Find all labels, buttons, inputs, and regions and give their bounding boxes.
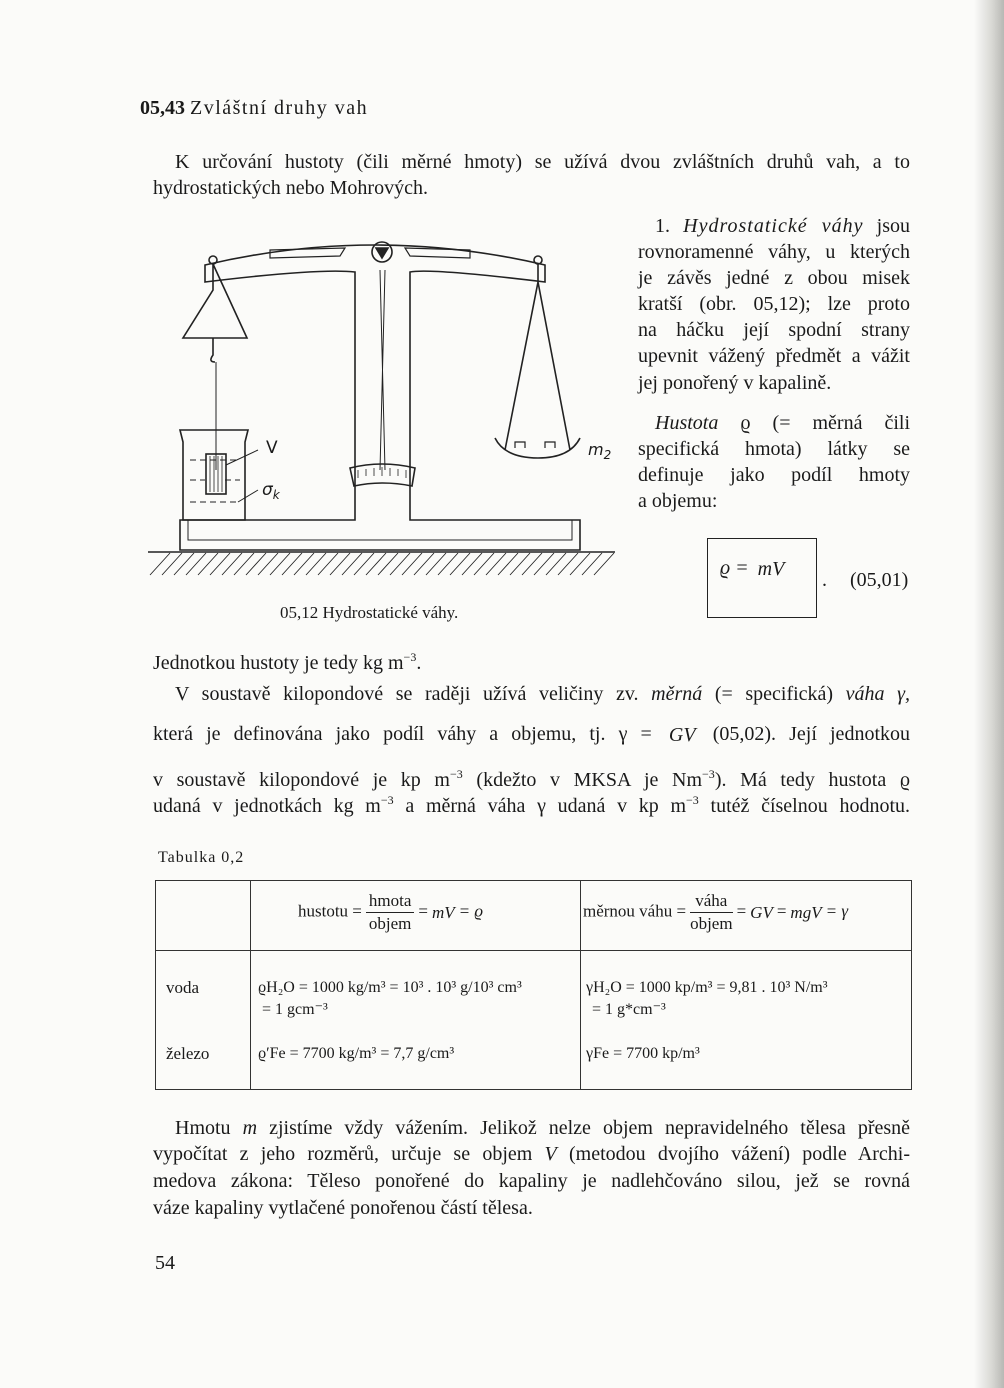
t: m — [432, 902, 445, 922]
hook — [211, 338, 215, 362]
table-cell: γH₂O = 1000 kp/m³ = 9,81 . 10³ N/m³ — [586, 979, 828, 996]
t: −3 — [450, 767, 463, 781]
para2-line-4 — [153, 794, 910, 818]
item-line — [655, 214, 910, 238]
page-spine-shadow — [974, 0, 1004, 1388]
table-cell: ϱ′Fe = 7700 kg/m³ = 7,7 g/cm³ — [258, 1045, 455, 1062]
right-line-1: rovnoramenné váhy, u kterých — [638, 241, 910, 263]
table-divider — [250, 880, 251, 1090]
t: (kdežto v MKSA je Nm — [476, 769, 703, 791]
label-m: m — [588, 440, 604, 459]
table-divider — [155, 950, 912, 951]
ground-hatching — [150, 553, 614, 575]
right-line-6: jej ponořený v kapalině. — [638, 372, 832, 394]
para-unit-exp: −3 — [403, 650, 417, 664]
right-line-5: upevnit vážený předmět a vážit — [638, 345, 910, 367]
table-header-density — [298, 890, 483, 935]
left-pan — [183, 264, 247, 338]
t: objem — [368, 914, 412, 933]
t: (metodou dvojího vážení) podle Archi- — [569, 1143, 911, 1165]
t: G — [668, 724, 684, 747]
right-line-3: kratší (obr. 05,12); lze proto — [638, 293, 910, 315]
t: váha — [845, 683, 885, 705]
t: V soustavě kilopondové se raději užívá veličiny zv. — [175, 683, 639, 705]
definition-term: Hustota — [655, 412, 719, 434]
equation-denominator: V — [772, 558, 785, 581]
t: V — [762, 902, 773, 922]
equation-dot: . — [822, 569, 827, 591]
para3-line-1 — [175, 1116, 910, 1140]
t: tutéž číselnou hodnotu. — [710, 795, 910, 817]
label-m2 — [588, 438, 611, 462]
t: G — [750, 902, 763, 922]
right-pan — [495, 438, 580, 458]
t: = γ — [825, 901, 849, 921]
table-cell: γFe = 7700 kp/m³ — [586, 1045, 700, 1062]
t: V — [444, 902, 455, 922]
t: γ, — [897, 683, 911, 705]
t: mg — [790, 902, 812, 922]
def-line-1: specifická hmota) látky se — [638, 438, 910, 460]
t: = — [736, 901, 747, 921]
table-cell: = 1 gcm⁻³ — [262, 1001, 328, 1018]
label-sigma: σ — [262, 480, 273, 500]
section-number: 05,43 — [140, 97, 185, 119]
table-caption: Tabulka 0,2 — [158, 849, 245, 866]
page-number: 54 — [155, 1252, 175, 1274]
t: v soustavě kilopondové je kp m — [153, 769, 450, 791]
figure-caption: 05,12 Hydrostatické váhy. — [280, 603, 459, 622]
t: −3 — [380, 793, 394, 807]
right-line-4: na háčku její spodní strany — [638, 319, 910, 341]
table-row-name: voda — [166, 978, 200, 997]
table-cell: ϱH₂O = 1000 kg/m³ = 10³ . 10³ g/10³ cm³ — [258, 979, 522, 996]
item-number: 1. — [655, 215, 670, 237]
label-sigma-sub: k — [272, 488, 280, 502]
t: = — [776, 901, 787, 921]
t: V — [544, 1143, 557, 1165]
equation-label: (05,01) — [850, 569, 909, 591]
t: která je definována jako podíl váhy a objemu, tj. γ = — [153, 723, 652, 745]
label-v: V — [266, 438, 278, 458]
definition-first: ϱ (= měrná čili — [740, 412, 911, 434]
t: zjistíme vždy vážením. Jelikož nelze objem nepravidelného tělesa přesně — [269, 1117, 911, 1139]
def-line-2: definuje jako podíl hmoty — [638, 464, 910, 486]
t: udaná v jednotkách kg m — [153, 795, 381, 817]
section-title: Zvláštní druhy vah — [190, 97, 369, 119]
pointer-scale — [350, 464, 415, 486]
t: = — [418, 901, 428, 921]
t: (= specifická) — [714, 683, 834, 705]
label-sigma-k — [262, 478, 280, 502]
intro-line-2: hydrostatických nebo Mohrových. — [153, 177, 428, 199]
table-row-name: železo — [166, 1044, 210, 1063]
def-line-3: a objemu: — [638, 490, 718, 512]
t: váha — [690, 890, 733, 913]
item-rest: jsou — [876, 215, 911, 237]
equation-numerator: m — [757, 558, 773, 581]
equation-lhs: ϱ = — [720, 557, 749, 579]
definition-line — [655, 411, 910, 435]
table-divider — [580, 880, 581, 1090]
section-heading — [140, 96, 368, 120]
hydrostatic-balance-figure — [140, 220, 630, 590]
t: −3 — [686, 793, 699, 807]
para2-line-2 — [153, 722, 910, 746]
t: ). Má tedy hustota ϱ — [714, 769, 911, 791]
para-unit-text: Jednotkou hustoty je tedy kg m — [153, 652, 404, 674]
item-term: Hydrostatické váhy — [683, 215, 864, 237]
table-header-specific-weight — [583, 890, 848, 935]
para3-line-3: medova zákona: Těleso ponořené do kapaliny je nadlehčováno silou, jež se rovná — [153, 1170, 910, 1192]
t: měrnou váhu = — [583, 901, 687, 921]
para3-line-2 — [153, 1142, 910, 1166]
intro-line-1: K určování hustoty (čili měrné hmoty) se užívá dvou zvláštních druhů vah, a to — [175, 151, 910, 173]
t: V — [811, 902, 822, 922]
balance-beam-and-base — [180, 245, 580, 550]
label-m-sub: 2 — [603, 448, 612, 462]
table-cell: = 1 g*cm⁻³ — [592, 1001, 666, 1018]
t: (05,02). Její jednotkou — [712, 723, 910, 745]
para2-line-3 — [153, 768, 910, 792]
para-unit-end: . — [416, 652, 422, 674]
equation-05-01 — [720, 556, 788, 580]
t: −3 — [702, 767, 715, 781]
t: měrná — [651, 683, 703, 705]
right-line-2: je závěs jedné z obou misek — [638, 267, 910, 289]
t: V — [683, 724, 696, 747]
t: m — [242, 1117, 258, 1139]
t: hmota — [366, 890, 415, 913]
para3-line-4: váze kapaliny vytlačené ponořenou částí tělesa. — [153, 1197, 533, 1219]
t: vypočítat z jeho rozměrů, určuje se objem — [153, 1143, 533, 1165]
t: a měrná váha γ udaná v kp m — [405, 795, 687, 817]
t: Hmotu — [175, 1117, 231, 1139]
t: hustotu = — [298, 901, 362, 921]
right-pan-strings — [505, 264, 570, 450]
para-unit — [153, 651, 421, 675]
t: objem — [690, 914, 733, 933]
t: = ϱ — [458, 901, 484, 921]
para2-line-1 — [175, 682, 910, 706]
